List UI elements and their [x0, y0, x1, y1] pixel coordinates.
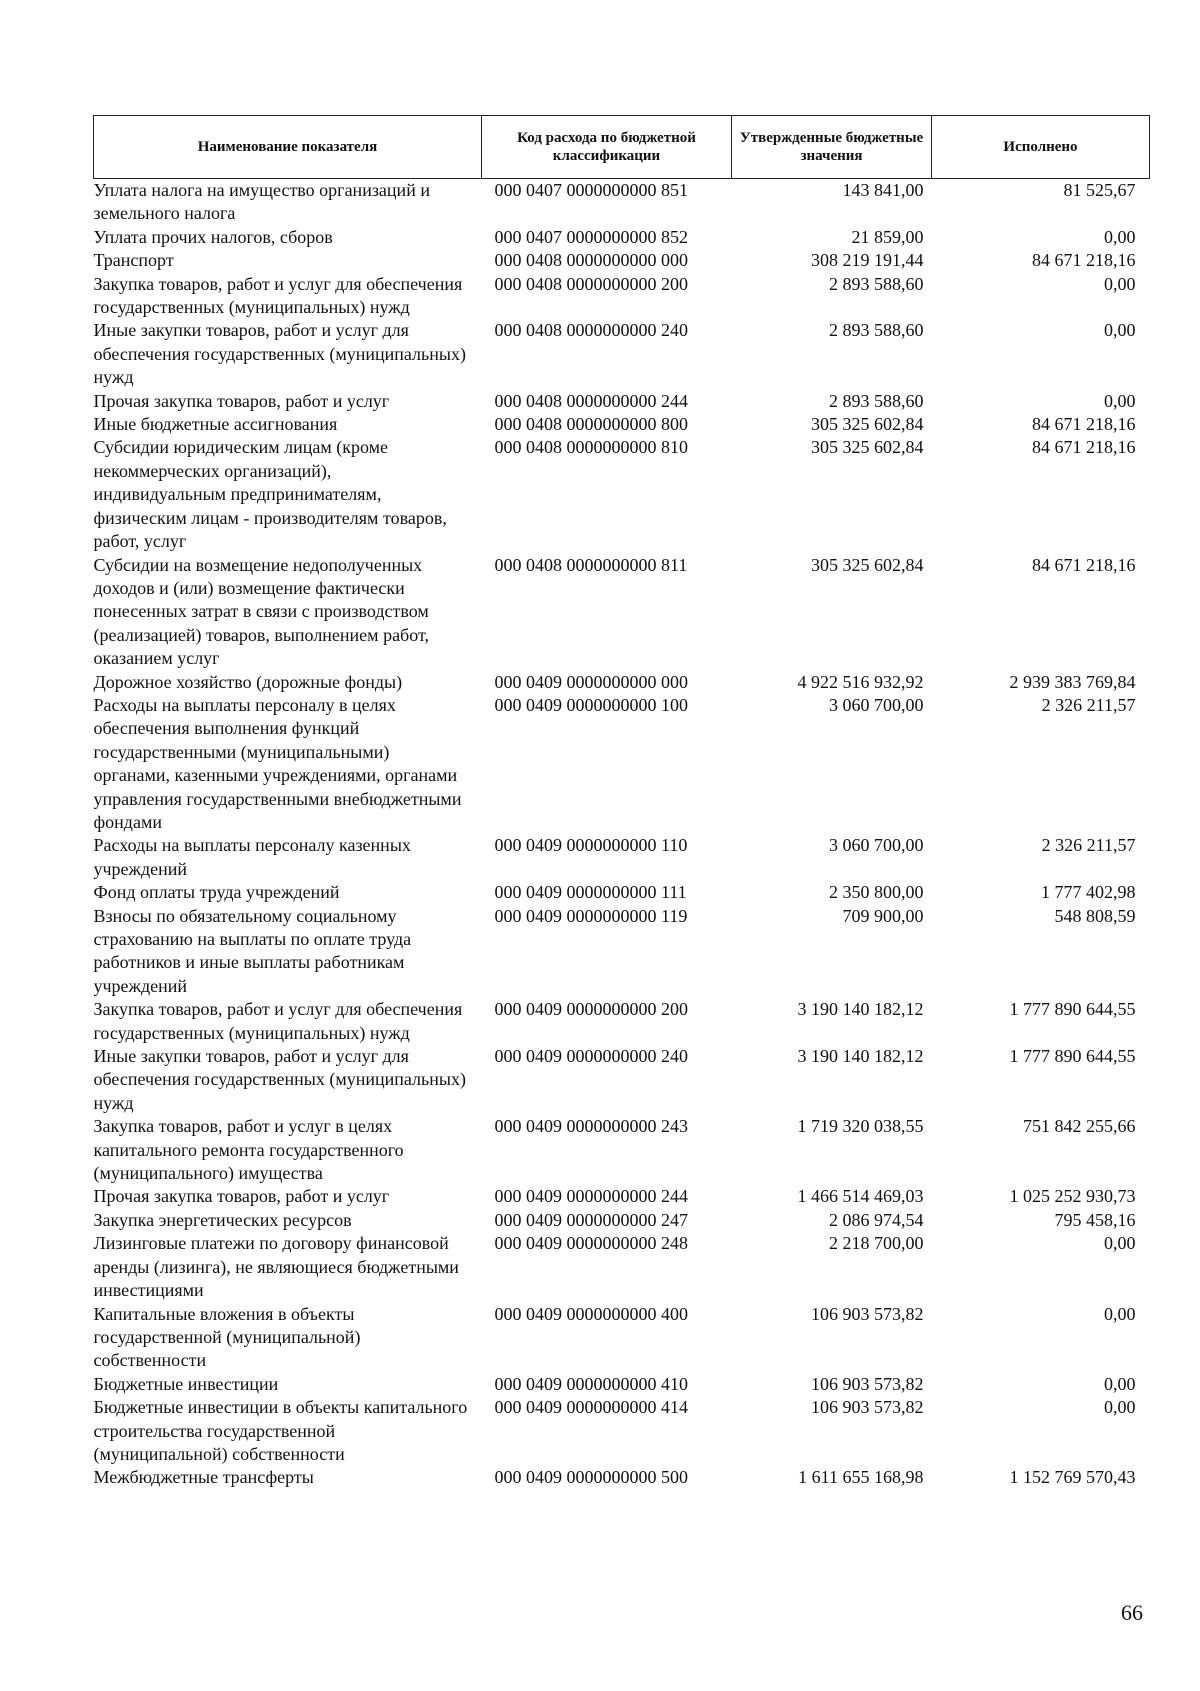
cell-executed: 1 777 890 644,55 — [1009, 1046, 1136, 1067]
cell-executed: 84 671 218,16 — [1032, 250, 1136, 271]
cell-name: Закупка товаров, работ и услуг для обеспечения государственных (муниципальных) нужд — [93, 273, 463, 318]
cell-code: 000 0409 0000000000 110 — [494, 835, 688, 856]
cell-name: Бюджетные инвестиции в объекты капитального строительства государственной (муниципальной) собственности — [93, 1397, 468, 1464]
cell-executed: 84 671 218,16 — [1032, 437, 1136, 458]
table-row — [94, 1185, 1150, 1208]
table-row — [94, 1303, 1150, 1373]
cell-executed: 795 458,16 — [1054, 1209, 1136, 1230]
cell-code: 000 0409 0000000000 400 — [494, 1303, 688, 1324]
cell-approved: 308 219 191,44 — [811, 250, 924, 271]
cell-executed: 0,00 — [1104, 1233, 1136, 1254]
cell-executed: 0,00 — [1104, 390, 1136, 411]
cell-name: Капитальные вложения в объекты государственной (муниципальной) собственности — [93, 1303, 361, 1371]
table-row — [94, 1115, 1150, 1185]
header-name: Наименование показателя — [94, 116, 482, 179]
table-row — [94, 1232, 1150, 1302]
table-row — [94, 834, 1150, 881]
cell-name: Расходы на выплаты персоналу в целях обеспечения выполнения функций государственными (муниципальными) органами, казенными учреждениями, органами управления государственными внебюджетными фондами — [93, 694, 462, 832]
cell-executed: 2 326 211,57 — [1041, 835, 1136, 856]
table-row — [94, 1466, 1150, 1489]
table-row — [94, 249, 1150, 272]
cell-name: Прочая закупка товаров, работ и услуг — [93, 390, 390, 411]
cell-code: 000 0409 0000000000 248 — [494, 1233, 688, 1254]
cell-name: Расходы на выплаты персоналу казенных учреждений — [93, 835, 411, 879]
cell-code: 000 0409 0000000000 240 — [494, 1046, 688, 1067]
cell-name: Межбюджетные трансферты — [93, 1467, 314, 1488]
cell-code: 000 0409 0000000000 243 — [494, 1116, 688, 1137]
header-code: Код расхода по бюджетной классификации — [482, 116, 732, 179]
cell-approved: 1 719 320 038,55 — [797, 1116, 924, 1137]
cell-executed: 1 025 252 930,73 — [1009, 1186, 1136, 1207]
cell-code: 000 0408 0000000000 800 — [494, 414, 688, 435]
cell-code: 000 0409 0000000000 100 — [494, 694, 688, 715]
cell-code: 000 0409 0000000000 119 — [494, 905, 688, 926]
cell-executed: 2 326 211,57 — [1041, 694, 1136, 715]
cell-approved: 1 466 514 469,03 — [797, 1186, 924, 1207]
header-approved: Утвержденные бюджетные значения — [732, 116, 932, 179]
table-row — [94, 694, 1150, 834]
cell-executed: 0,00 — [1104, 226, 1136, 247]
cell-code: 000 0409 0000000000 000 — [494, 671, 688, 692]
cell-name: Бюджетные инвестиции — [93, 1373, 279, 1394]
table-body — [94, 179, 1150, 1490]
cell-approved: 3 060 700,00 — [829, 835, 924, 856]
cell-executed: 1 777 890 644,55 — [1009, 999, 1136, 1020]
table-row — [94, 905, 1150, 999]
table-row — [94, 881, 1150, 904]
table-row — [94, 436, 1150, 553]
cell-approved: 106 903 573,82 — [811, 1397, 924, 1418]
cell-name: Уплата налога на имущество организаций и земельного налога — [93, 180, 430, 224]
cell-executed: 751 842 255,66 — [1023, 1116, 1136, 1137]
table-row — [94, 273, 1150, 320]
cell-name: Закупка товаров, работ и услуг в целях капитального ремонта государственного (муниципального) имущества — [93, 1116, 404, 1184]
cell-code: 000 0408 0000000000 000 — [494, 250, 688, 271]
cell-approved: 3 190 140 182,12 — [797, 999, 924, 1020]
cell-name: Лизинговые платежи по договору финансовой аренды (лизинга), не являющиеся бюджетными инвестициями — [93, 1233, 459, 1301]
cell-approved: 2 086 974,54 — [829, 1209, 924, 1230]
cell-name: Субсидии на возмещение недополученных доходов и (или) возмещение фактически понесенных затрат в связи с производством (реализацией) товаров, выполнением работ, оказанием услуг — [93, 554, 429, 669]
table-row — [94, 390, 1150, 413]
table-row — [94, 1373, 1150, 1396]
cell-name: Иные закупки товаров, работ и услуг для обеспечения государственных (муниципальных) нужд — [93, 320, 466, 388]
cell-executed: 0,00 — [1104, 1373, 1136, 1394]
cell-name: Закупка энергетических ресурсов — [93, 1209, 352, 1230]
cell-approved: 4 922 516 932,92 — [797, 671, 924, 692]
cell-executed: 0,00 — [1104, 320, 1136, 341]
table-header-row — [94, 116, 1150, 179]
cell-executed: 81 525,67 — [1063, 180, 1136, 200]
cell-executed: 0,00 — [1104, 1397, 1136, 1418]
cell-code: 000 0409 0000000000 414 — [494, 1397, 688, 1418]
cell-approved: 2 893 588,60 — [829, 273, 924, 294]
cell-approved: 1 611 655 168,98 — [798, 1467, 924, 1488]
cell-executed: 84 671 218,16 — [1032, 414, 1136, 435]
header-executed: Исполнено — [932, 116, 1150, 179]
table-row — [94, 179, 1150, 226]
table-row — [94, 1209, 1150, 1232]
cell-code: 000 0408 0000000000 811 — [494, 554, 688, 575]
page-number: 66 — [1121, 1600, 1143, 1625]
cell-code: 000 0407 0000000000 852 — [494, 226, 688, 247]
table-row — [94, 1045, 1150, 1115]
cell-name: Взносы по обязательному социальному страхованию на выплаты по оплате труда работников и иные выплаты работникам учреждений — [93, 905, 412, 996]
cell-executed: 84 671 218,16 — [1032, 554, 1136, 575]
cell-name: Фонд оплаты труда учреждений — [93, 882, 340, 903]
cell-approved: 21 859,00 — [851, 226, 924, 247]
table-row — [94, 554, 1150, 671]
table-row — [94, 413, 1150, 436]
cell-code: 000 0409 0000000000 111 — [494, 882, 687, 903]
cell-name: Прочая закупка товаров, работ и услуг — [93, 1186, 390, 1207]
cell-code: 000 0409 0000000000 200 — [494, 999, 688, 1020]
cell-name: Транспорт — [93, 250, 174, 271]
cell-code: 000 0409 0000000000 500 — [494, 1467, 688, 1488]
cell-approved: 2 218 700,00 — [829, 1233, 924, 1254]
table-row — [94, 1396, 1150, 1466]
table-row — [94, 998, 1150, 1045]
cell-name: Дорожное хозяйство (дорожные фонды) — [93, 671, 403, 692]
cell-name: Иные закупки товаров, работ и услуг для обеспечения государственных (муниципальных) нужд — [93, 1046, 466, 1113]
table-row — [94, 319, 1150, 389]
table-row — [94, 671, 1150, 694]
cell-name: Закупка товаров, работ и услуг для обеспечения государственных (муниципальных) нужд — [93, 999, 463, 1043]
cell-code: 000 0409 0000000000 244 — [494, 1186, 688, 1207]
cell-approved: 305 325 602,84 — [811, 414, 924, 435]
cell-executed: 1 152 769 570,43 — [1009, 1467, 1136, 1488]
cell-approved: 709 900,00 — [842, 905, 924, 926]
table-row — [94, 226, 1150, 249]
cell-code: 000 0409 0000000000 410 — [494, 1373, 688, 1394]
cell-approved: 143 841,00 — [842, 180, 924, 200]
cell-executed: 548 808,59 — [1054, 905, 1136, 926]
cell-name: Уплата прочих налогов, сборов — [93, 226, 333, 247]
cell-executed: 1 777 402,98 — [1041, 882, 1136, 903]
cell-name: Субсидии юридическим лицам (кроме некоммерческих организаций), индивидуальным предпринимателям, физическим лицам - производителям товаров, работ, услуг — [93, 437, 447, 552]
cell-code: 000 0409 0000000000 247 — [494, 1209, 688, 1230]
cell-approved: 3 060 700,00 — [829, 694, 924, 715]
cell-code: 000 0407 0000000000 851 — [494, 180, 688, 200]
cell-approved: 106 903 573,82 — [811, 1373, 924, 1394]
cell-approved: 106 903 573,82 — [811, 1303, 924, 1324]
cell-approved: 2 893 588,60 — [829, 390, 924, 411]
cell-code: 000 0408 0000000000 244 — [494, 390, 688, 411]
cell-approved: 305 325 602,84 — [811, 554, 924, 575]
cell-approved: 2 350 800,00 — [829, 882, 924, 903]
cell-code: 000 0408 0000000000 200 — [494, 273, 688, 294]
cell-executed: 0,00 — [1104, 1303, 1136, 1324]
cell-code: 000 0408 0000000000 240 — [494, 320, 688, 341]
cell-name: Иные бюджетные ассигнования — [93, 414, 338, 435]
cell-executed: 2 939 383 769,84 — [1009, 671, 1136, 692]
budget-execution-table — [93, 115, 1150, 1490]
cell-approved: 3 190 140 182,12 — [797, 1046, 924, 1067]
cell-executed: 0,00 — [1104, 273, 1136, 294]
cell-approved: 2 893 588,60 — [829, 320, 924, 341]
cell-code: 000 0408 0000000000 810 — [494, 437, 688, 458]
cell-approved: 305 325 602,84 — [811, 437, 924, 458]
